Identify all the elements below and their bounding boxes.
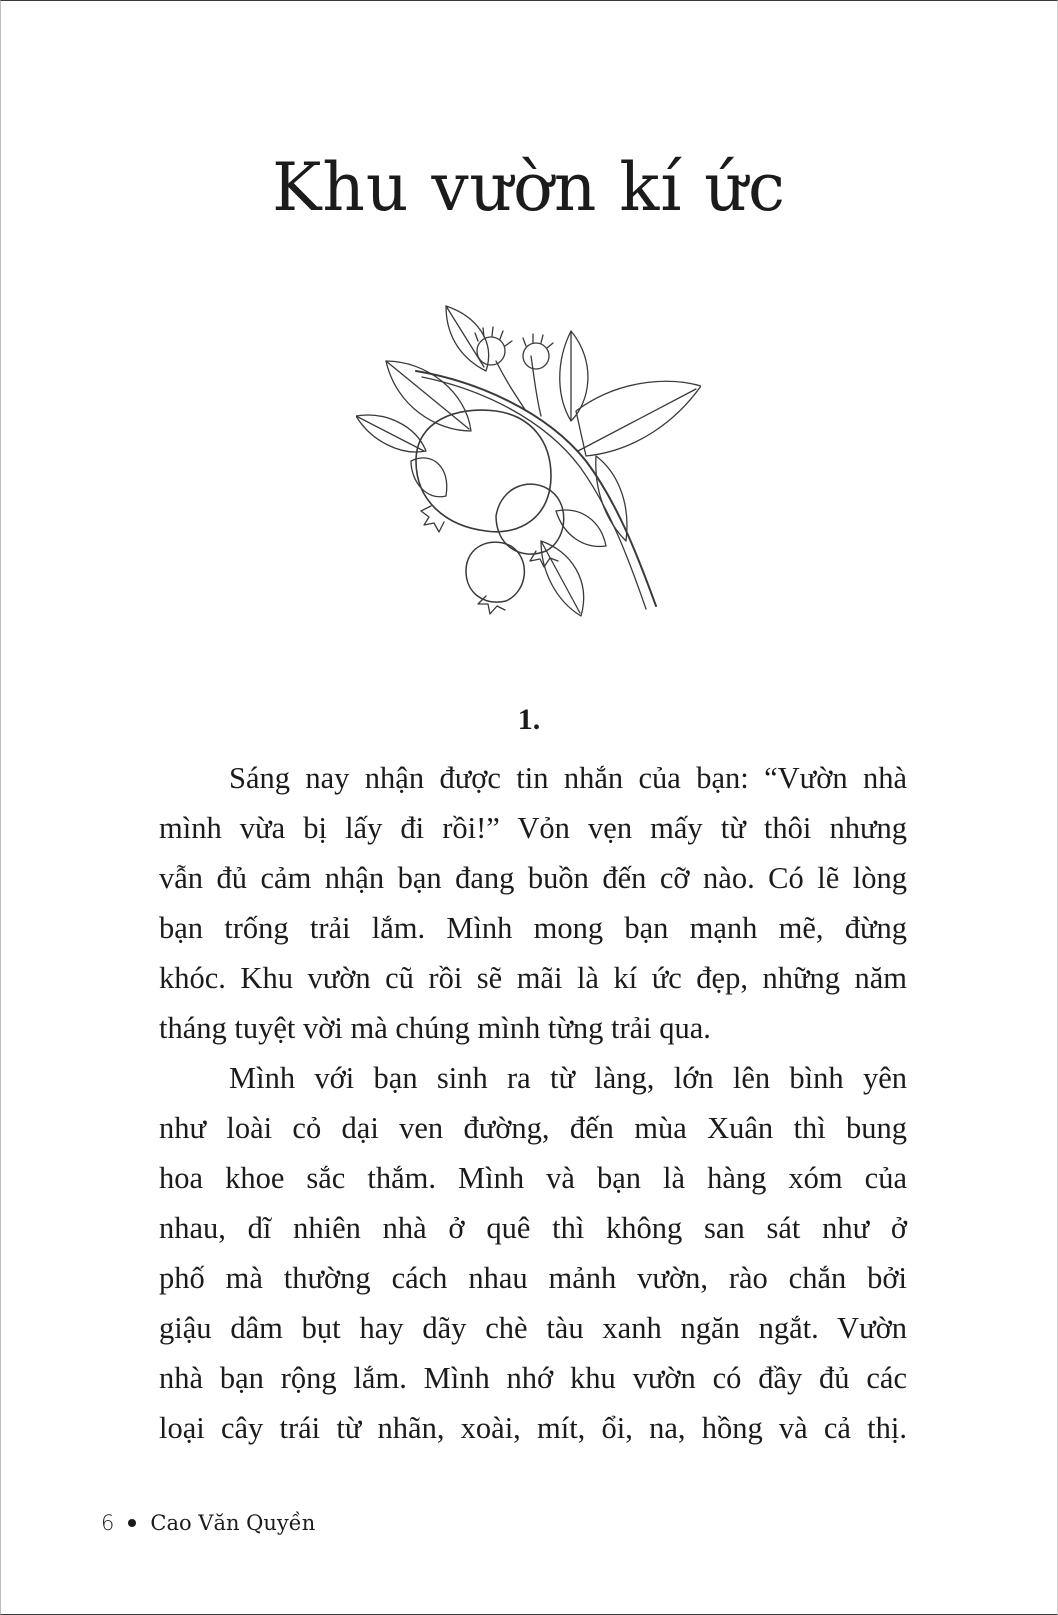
text-line: bạn trống trải lắm. Mình mong bạn mạnh mẽ, đừng: [159, 911, 907, 945]
section-number: 1.: [517, 703, 541, 736]
chapter-title: Khu vườn kí ức: [272, 149, 786, 226]
text-line: như loài cỏ dại ven đường, đến mùa Xuân thì bung: [159, 1111, 907, 1145]
text-line: nhà bạn rộng lắm. Mình nhớ khu vườn có đầy đủ các: [159, 1361, 907, 1395]
paragraph: [159, 1053, 907, 1453]
text-line: vẫn đủ cảm nhận bạn đang buồn đến cỡ nào. Có lẽ lòng: [159, 861, 907, 895]
bullet-icon: [128, 1519, 136, 1527]
chapter-body: [159, 753, 907, 1453]
text-line: loại cây trái từ nhãn, xoài, mít, ổi, na, hồng và cả thị.: [159, 1411, 907, 1445]
page-number: 6: [101, 1511, 115, 1535]
text-line: phố mà thường cách nhau mảnh vườn, rào chắn bởi: [159, 1261, 907, 1295]
text-line: Sáng nay nhận được tin nhắn của bạn: “Vườn nhà: [229, 761, 907, 795]
text-line: nhau, dĩ nhiên nhà ở quê thì không san sát như ở: [159, 1211, 907, 1245]
text-line: giậu dâm bụt hay dãy chè tàu xanh ngăn ngắt. Vườn: [159, 1311, 907, 1345]
paragraph: [159, 753, 907, 1053]
text-line: tháng tuyệt vời mà chúng mình từng trải qua.: [159, 1011, 711, 1045]
author-name: Cao Văn Quyền: [150, 1511, 316, 1535]
text-line: mình vừa bị lấy đi rồi!” Vỏn vẹn mấy từ thôi nhưng: [159, 811, 907, 845]
page-footer: [101, 1511, 315, 1535]
text-line: Mình với bạn sinh ra từ làng, lớn lên bình yên: [229, 1061, 907, 1095]
text-line: khóc. Khu vườn cũ rồi sẽ mãi là kí ức đẹp, những năm: [159, 961, 907, 995]
text-line: hoa khoe sắc thắm. Mình và bạn là hàng xóm của: [159, 1161, 907, 1195]
guava-branch-illustration-icon: [356, 301, 701, 631]
